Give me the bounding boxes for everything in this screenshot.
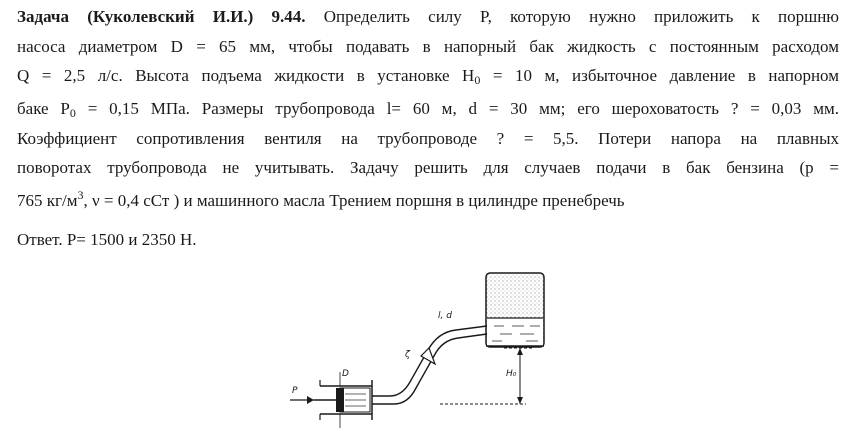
label-height: H₀ xyxy=(506,369,517,379)
pump-diagram xyxy=(290,268,550,440)
force-arrow xyxy=(290,396,314,404)
label-valve: ζ xyxy=(405,350,410,360)
problem-line-7: 765 $кг/м^3$, ν = 0,4 сСт ) и машинного масла Трением поршня в цилиндре пренебречь xyxy=(17,187,625,210)
height-dimension xyxy=(440,348,534,404)
valve xyxy=(421,348,435,364)
problem-line-4: баке $P_0 = 0,15$ МПа. Размеры трубопровода l= 60 м, d = 30 мм; его шероховатость ? = 0,03 мм. xyxy=(17,98,839,120)
problem-line-5: Коэффициент сопротивления вентиля на трубопроводе ? = 5,5. Потери напора на плавных xyxy=(17,128,839,148)
problem-line-1: Задача (Куколевский И.И.) 9.44. Определить силу P, которую нужно приложить к поршню xyxy=(17,7,839,26)
pipeline xyxy=(372,326,487,404)
pump-cylinder xyxy=(314,372,372,428)
problem-line-2: насоса диаметром D = 65 мм, чтобы подавать в напорный бак жидкость с постоянным расходом xyxy=(17,36,839,56)
answer-text: Ответ. P= 1500 и 2350 Н. xyxy=(17,230,197,249)
problem-text xyxy=(17,2,839,216)
label-pipe: l, d xyxy=(438,311,452,321)
label-force: P xyxy=(292,386,298,396)
pump-diagram-svg xyxy=(290,268,550,440)
label-diameter: D xyxy=(342,369,349,379)
pressure-tank xyxy=(486,273,544,347)
problem-line-3: Q = 2,5 л/с. Высота подъема жидкости в установке $H_0 = 10$ м, избыточное давление в напорном xyxy=(17,66,839,87)
problem-title: Задача (Куколевский И.И.) 9.44. xyxy=(17,7,306,26)
problem-line-6: поворотах трубопровода не учитывать. Задачу решить для случаев подачи в бак бензина (р = xyxy=(17,158,839,177)
